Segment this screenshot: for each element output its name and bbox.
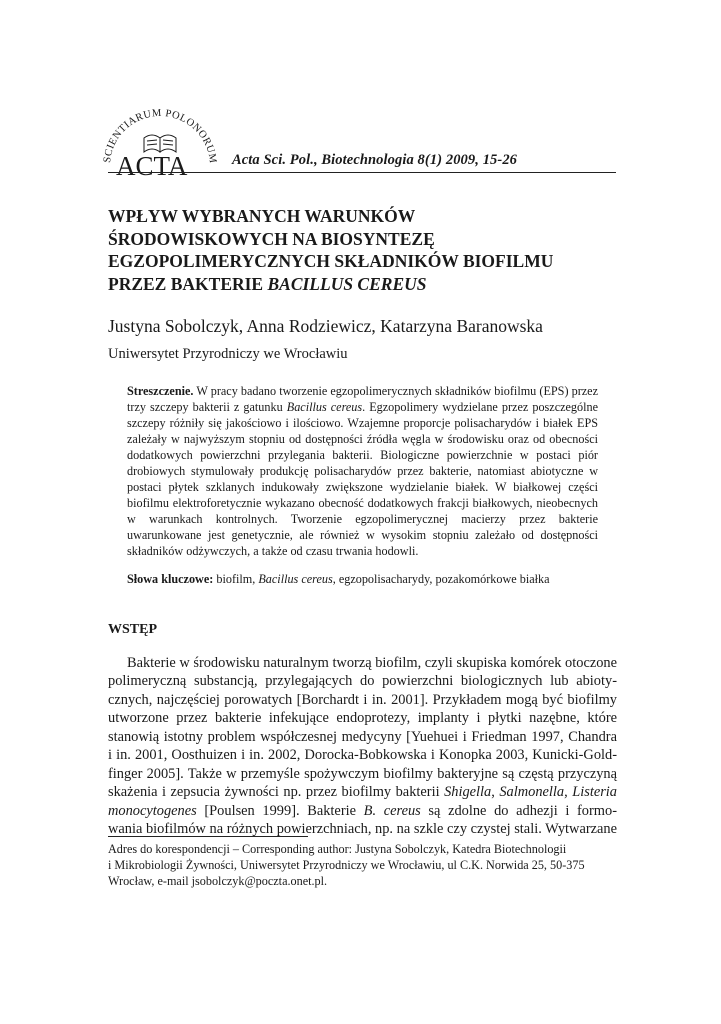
footnote-line: Adres do korespondencji – Corresponding author: Justyna Sobolczyk, Katedra Biotechnologii <box>108 842 567 856</box>
keywords-text: , egzopolisacharydy, pozakomórkowe białka <box>332 572 550 586</box>
body-text <box>108 654 617 839</box>
body-text-run: , <box>491 784 500 801</box>
footnote-line: i Mikrobiologii Żywności, Uniwersytet Przyrodniczy we Wrocławiu, ul C.K. Norwida 25, 50-375 <box>108 857 585 872</box>
keywords-text: biofilm, <box>213 572 259 586</box>
acta-logo <box>96 96 226 178</box>
body-line <box>108 802 617 820</box>
species-monocytogenes: monocytogenes <box>108 802 197 819</box>
article-title <box>108 205 618 295</box>
title-prefix: PRZEZ BAKTERIE <box>108 273 268 294</box>
keywords <box>127 572 607 587</box>
footnote <box>108 842 617 889</box>
title-line: ŚRODOWISKOWYCH NA BIOSYNTEZĘ <box>108 228 435 249</box>
body-line: utworzone przez bakterie infekujące endoprotezy, implanty i płytki nazębne, które <box>108 710 617 727</box>
footnote-line: Wrocław, e-mail jsobolczyk@poczta.onet.pl. <box>108 873 328 888</box>
affiliation: Uniwersytet Przyrodniczy we Wrocławiu <box>108 346 348 362</box>
body-line: finger 2005]. Także w przemyśle spożywczym biofilmy bakteryjne są częstą przyczyną <box>108 765 617 782</box>
authors: Justyna Sobolczyk, Anna Rodziewicz, Katarzyna Baranowska <box>108 316 543 336</box>
body-line: Bakterie w środowisku naturalnym tworzą biofilm, czyli skupiska komórek otoczone <box>127 655 617 671</box>
open-book-icon <box>144 135 176 152</box>
title-species: BACILLUS CEREUS <box>267 273 427 294</box>
species-shigella: Shigella <box>444 784 492 801</box>
abstract <box>127 384 598 559</box>
body-text-run: są zdolne do adhezji i formo- <box>420 802 617 819</box>
body-line: wania biofilmów na różnych powierzchniach, np. na szkle czy czystej stali. Wytwarzane <box>108 821 617 838</box>
logo-arc-text: SCIENTIARUM POLONORUM <box>102 107 219 165</box>
body-line: polimeryczną substancją, przylegających do powierzchni biologicznych lub abioty- <box>108 673 617 690</box>
body-text-run: skażenia i zepsucia żywności np. przez biofilmy bakterii <box>108 784 445 801</box>
keywords-label: Słowa kluczowe: <box>127 572 214 586</box>
body-text-run: [Poulsen 1999]. Bakterie <box>196 802 364 819</box>
keywords-species: Bacillus cereus <box>258 572 333 586</box>
species-salmonella: Salmonella <box>499 784 565 801</box>
abstract-label: Streszczenie. <box>127 384 194 398</box>
body-line: stanowią istotny problem współczesnej medycyny [Yuehuei i Friedman 1997, Chandra <box>108 728 617 745</box>
footnote-rule <box>108 836 308 837</box>
title-line: EGZOPOLIMERYCZNYCH SKŁADNIKÓW BIOFILMU <box>108 251 554 271</box>
species-listeria: Listeria <box>572 784 617 801</box>
journal-reference: Acta Sci. Pol., Biotechnologia 8(1) 2009, 15-26 <box>232 152 518 168</box>
abstract-text: W pracy badano tworzenie egzopolimerycznych składników biofilmu (EPS) przez trzy szczepy bakterii z gatunku <box>127 384 598 414</box>
logo-word: ACTA <box>116 151 188 178</box>
species-bcereus: B. cereus <box>363 802 421 819</box>
header-rule <box>108 172 616 173</box>
body-text-run: , <box>564 784 573 801</box>
abstract-species: Bacillus cereus <box>286 399 363 414</box>
body-line: i in. 2001, Oosthuizen i in. 2002, Dorocka-Bobkowska i Konopka 2003, Kunicki-Gold- <box>108 747 617 764</box>
abstract-text: . Egzopolimery wydzielane przez poszczególne szczepy różniły się jakościowo i ilościowo. Wzajemne proporcje polisacharydów i białek EPS zależały w najwyższym stopniu od dostępności źródła węgla w środowisku oraz od obecności dodatkowych powierzchni przylegania bakterii. Biologiczne powierzchnie w postaci piór drobiowych stymulowały produkcję polisacharydów przez bakterie, natomiast abiotyczne w postaci płytek szklanych indukowały zwiększone wydzielanie białek. W białkowej części biofilmu elektroforetycznie wykazano obecność dodatkowych frakcji białkowych, nieobecnych w warunkach kontrolnych. Tworzenie egzopolimerycznej macierzy przez bakterie uwarunkowane jest genetycznie, ale również w wysokim stopniu zależało od dostępności składników odżywczych, a także od czasu trwania hodowli. <box>127 399 598 558</box>
section-heading: WSTĘP <box>108 622 158 637</box>
acta-logo-graphic <box>96 96 226 178</box>
abstract-paragraph <box>127 384 598 559</box>
title-line <box>108 273 618 296</box>
title-line: WPŁYW WYBRANYCH WARUNKÓW <box>108 206 416 226</box>
body-line <box>108 783 617 801</box>
body-line: cznych, najczęściej porowatych [Borchardt i in. 2001]. Przykładem mogą być biofilmy <box>108 691 617 708</box>
